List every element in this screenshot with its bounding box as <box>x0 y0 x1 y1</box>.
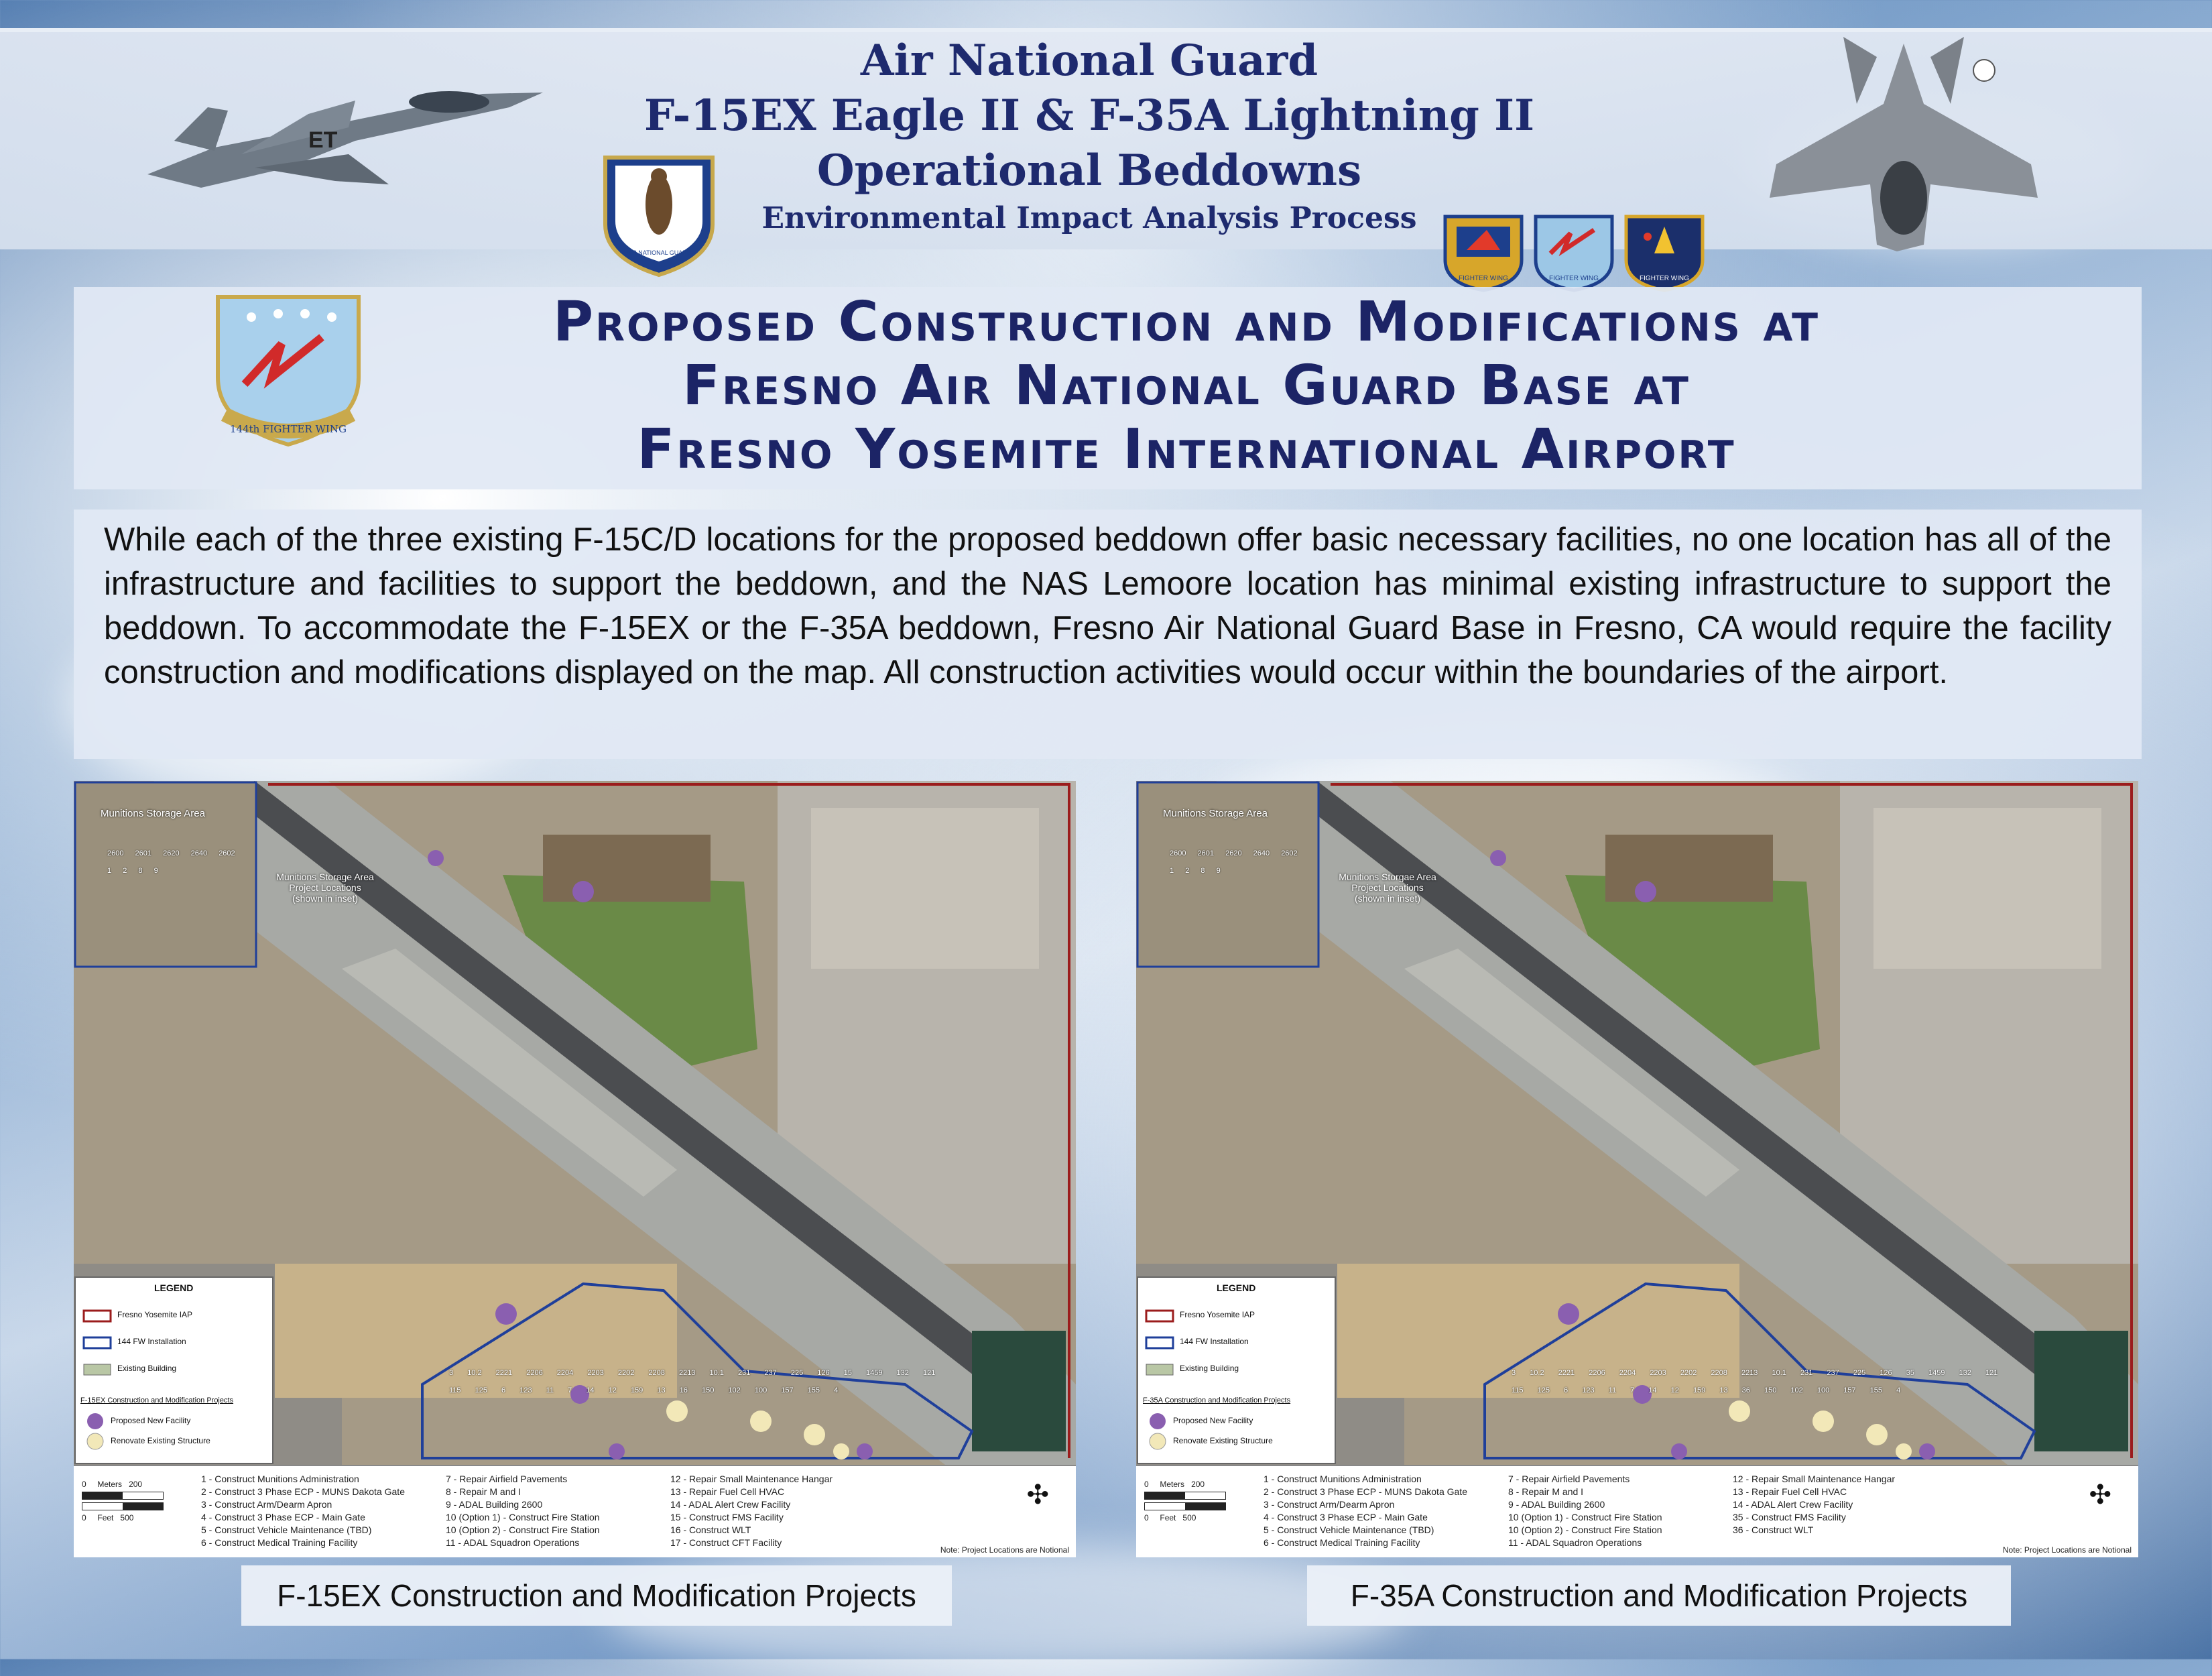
map-label: 11 <box>1608 1386 1617 1394</box>
map-label: 102 <box>1790 1386 1803 1394</box>
map-label: 237 <box>764 1369 777 1377</box>
project-item: 14 - ADAL Alert Crew Facility <box>1733 1499 1853 1510</box>
legend-item-fw: 144 FW Installation <box>117 1337 186 1346</box>
map-label: 150 <box>701 1386 715 1394</box>
inset-label: 2640 <box>1253 849 1270 857</box>
project-item: 5 - Construct Vehicle Maintenance (TBD) <box>1264 1524 1434 1535</box>
project-item: 14 - ADAL Alert Crew Facility <box>670 1499 791 1510</box>
project-item: 10 (Option 1) - Construct Fire Station <box>1508 1512 1662 1522</box>
map-label: 2208 <box>1711 1369 1727 1377</box>
map-label: 7 <box>568 1386 572 1394</box>
map-label: 126 <box>1880 1369 1892 1377</box>
legend-renovate: Renovate Existing Structure <box>111 1436 210 1445</box>
project-item: 2 - Construct 3 Phase ECP - MUNS Dakota Gate <box>1264 1486 1467 1497</box>
map-note: Note: Project Locations are Notional <box>2002 1545 2132 1555</box>
legend-renovate: Renovate Existing Structure <box>1173 1436 1273 1445</box>
project-item: 2 - Construct 3 Phase ECP - MUNS Dakota Gate <box>201 1486 405 1497</box>
aerial-map-f15ex <box>74 781 1076 1465</box>
map-label: 125 <box>475 1386 487 1394</box>
title-panel <box>74 287 2142 489</box>
map-label: 10.2 <box>467 1369 482 1377</box>
header-line-1: Air National Guard <box>860 36 1318 86</box>
legend-title: LEGEND <box>154 1282 194 1293</box>
f15-tail-code: ET <box>308 127 338 153</box>
map-label: 7 <box>1630 1386 1635 1394</box>
project-item: 9 - ADAL Building 2600 <box>446 1499 543 1510</box>
inset-label: 9 <box>153 867 158 875</box>
map-label: 1459 <box>865 1369 883 1377</box>
map-label: 36 <box>1741 1386 1750 1394</box>
map-label: 2221 <box>1558 1369 1575 1377</box>
wing-badge-1 <box>1445 217 1522 290</box>
map-label: 225 <box>1853 1369 1866 1377</box>
inset-labels <box>107 845 241 880</box>
map-label: 2208 <box>648 1369 665 1377</box>
project-item: 35 - Construct FMS Facility <box>1733 1512 1846 1522</box>
map-label: 10.1 <box>709 1369 724 1377</box>
wing-badges <box>1440 213 1708 294</box>
inset-label: 2602 <box>219 849 235 857</box>
project-item: 4 - Construct 3 Phase ECP - Main Gate <box>201 1512 365 1522</box>
project-item: 7 - Repair Airfield Pavements <box>446 1474 568 1484</box>
project-item: 36 - Construct WLT <box>1733 1524 1814 1535</box>
project-item: 5 - Construct Vehicle Maintenance (TBD) <box>201 1524 372 1535</box>
map-label: 10.2 <box>1530 1369 1544 1377</box>
map-label: 115 <box>449 1386 461 1394</box>
map-label: 155 <box>1869 1386 1883 1394</box>
map-footer <box>74 1465 1076 1557</box>
scale-f1: 500 <box>1182 1513 1196 1522</box>
project-item: 8 - Repair M and I <box>1508 1486 1584 1497</box>
wing-badge-2-text: FIGHTER WING <box>1549 275 1599 282</box>
project-item: 16 - Construct WLT <box>670 1524 751 1535</box>
project-item: 6 - Construct Medical Training Facility <box>201 1537 358 1548</box>
map-label: 2213 <box>1741 1369 1758 1377</box>
scale-feet: Feet <box>1160 1513 1176 1522</box>
wing-badge-2 <box>1536 217 1612 290</box>
map-label: 132 <box>896 1369 909 1377</box>
caption-f35a: F-35A Construction and Modification Projects <box>1307 1565 2011 1626</box>
map-label: 157 <box>1843 1386 1856 1394</box>
legend-item-iap: Fresno Yosemite IAP <box>1180 1310 1255 1319</box>
project-item: 1 - Construct Munitions Administration <box>201 1474 359 1484</box>
map-label: 3 <box>1512 1369 1516 1377</box>
description-panel <box>74 510 2142 759</box>
project-item: 8 - Repair M and I <box>446 1486 521 1497</box>
project-list-col-2 <box>446 1473 600 1549</box>
inset-label: 1 <box>1170 867 1174 875</box>
project-item: 11 - ADAL Squadron Operations <box>446 1537 580 1548</box>
inset-label: 2 <box>1185 867 1190 875</box>
map-label: 132 <box>1959 1369 1971 1377</box>
map-label: 13 <box>657 1386 666 1394</box>
inset-label: 2 <box>123 867 127 875</box>
map-label: 100 <box>1817 1386 1830 1394</box>
wing-badge-3-text: FIGHTER WING <box>1640 275 1689 282</box>
inset-label: 2620 <box>163 849 180 857</box>
legend-projects-title: F-15EX Construction and Modification Projects <box>80 1396 234 1404</box>
map-label: 2202 <box>1680 1369 1697 1377</box>
map-label: 12 <box>1670 1386 1679 1394</box>
project-item: 10 (Option 2) - Construct Fire Station <box>446 1524 600 1535</box>
scale-m1: 200 <box>1191 1480 1205 1489</box>
map-label: 12 <box>608 1386 617 1394</box>
map-label: 125 <box>1537 1386 1550 1394</box>
inset-label: 2601 <box>1197 849 1215 857</box>
main-map-labels <box>1512 1364 2021 1399</box>
project-item: 13 - Repair Fuel Cell HVAC <box>670 1486 785 1497</box>
map-label: 16 <box>679 1386 688 1394</box>
project-item: 11 - ADAL Squadron Operations <box>1508 1537 1642 1548</box>
map-label: 155 <box>807 1386 820 1394</box>
inset-label: 2640 <box>190 849 208 857</box>
inset-callout: Munitions Storgae Area Project Locations (shown in inset) <box>1339 872 1436 904</box>
inset-label: 2620 <box>1225 849 1242 857</box>
header-line-3: Operational Beddowns <box>816 145 1362 196</box>
project-item: 3 - Construct Arm/Dearm Apron <box>1264 1499 1395 1510</box>
scale-f1: 500 <box>120 1513 134 1522</box>
map-label: 225 <box>790 1369 804 1377</box>
scale-feet: Feet <box>97 1513 114 1522</box>
north-arrow-icon: ✣ <box>2089 1480 2111 1510</box>
map-label: 115 <box>1512 1386 1524 1394</box>
legend-item-iap: Fresno Yosemite IAP <box>117 1310 193 1319</box>
wing-badge-1-text: FIGHTER WING <box>1459 275 1508 282</box>
map-label: 14 <box>1648 1386 1657 1394</box>
map-label: 2206 <box>526 1369 543 1377</box>
inset-label: 8 <box>138 867 143 875</box>
aerial-map-f35a <box>1136 781 2138 1465</box>
legend-item-fw: 144 FW Installation <box>1180 1337 1249 1346</box>
scale-bar <box>1144 1480 1258 1522</box>
map-label: 15 <box>843 1369 852 1377</box>
map-panel-f35a <box>1136 781 2138 1557</box>
inset-label: 8 <box>1201 867 1205 875</box>
inset-label: 9 <box>1216 867 1221 875</box>
inset-title: Munitions Storage Area <box>1163 808 1268 819</box>
scale-m0: 0 <box>1144 1480 1149 1489</box>
f35-jet-illustration <box>1763 30 2044 265</box>
map-label: 11 <box>546 1386 554 1394</box>
project-list-col-1 <box>201 1473 405 1549</box>
inset-label: 1 <box>107 867 112 875</box>
map-label: 231 <box>737 1369 751 1377</box>
project-item: 3 - Construct Arm/Dearm Apron <box>201 1499 332 1510</box>
map-label: 2206 <box>1589 1369 1605 1377</box>
f15-jet-illustration <box>134 60 550 201</box>
project-item: 6 - Construct Medical Training Facility <box>1264 1537 1420 1548</box>
header-titles <box>603 34 1575 239</box>
map-label: 2204 <box>1619 1369 1636 1377</box>
wing-badge-3 <box>1626 217 1703 290</box>
north-arrow-icon: ✣ <box>1026 1480 1049 1510</box>
map-label: 157 <box>781 1386 794 1394</box>
map-label: 2203 <box>587 1369 604 1377</box>
project-item: 12 - Repair Small Maintenance Hangar <box>1733 1474 1896 1484</box>
inset-title: Munitions Storage Area <box>101 808 205 819</box>
wing-seal-text: 144th FIGHTER WING <box>230 423 347 435</box>
legend-item-building: Existing Building <box>1180 1364 1239 1373</box>
map-label: 6 <box>1564 1386 1569 1394</box>
map-label: 231 <box>1800 1369 1813 1377</box>
map-label: 3 <box>449 1369 454 1377</box>
map-label: 150 <box>1764 1386 1777 1394</box>
map-label: 159 <box>1693 1386 1706 1394</box>
inset-labels <box>1170 845 1304 880</box>
map-label: 2221 <box>495 1369 513 1377</box>
project-item: 12 - Repair Small Maintenance Hangar <box>670 1474 833 1484</box>
scale-m1: 200 <box>129 1480 143 1489</box>
caption-f15ex: F-15EX Construction and Modification Projects <box>241 1565 952 1626</box>
inset-label: 2600 <box>107 849 124 857</box>
map-footer <box>1136 1465 2138 1557</box>
map-label: 10.1 <box>1772 1369 1786 1377</box>
project-item: 10 (Option 2) - Construct Fire Station <box>1508 1524 1662 1535</box>
title-line-1: Proposed Construction and Modifications at <box>553 290 1820 354</box>
scale-meters: Meters <box>1160 1480 1185 1489</box>
map-label: 2203 <box>1650 1369 1666 1377</box>
legend-proposed: Proposed New Facility <box>1173 1416 1253 1425</box>
project-list-col-3 <box>670 1473 833 1549</box>
scale-bar <box>82 1480 196 1522</box>
project-list-col-1 <box>1264 1473 1467 1549</box>
project-item: 9 - ADAL Building 2600 <box>1508 1499 1605 1510</box>
header-line-2: F-15EX Eagle II & F-35A Lightning II <box>644 91 1534 141</box>
scale-m0: 0 <box>82 1480 86 1489</box>
main-map-labels <box>449 1364 959 1399</box>
scale-meters: Meters <box>97 1480 123 1489</box>
map-label: 13 <box>1719 1386 1728 1394</box>
project-list-col-2 <box>1508 1473 1662 1549</box>
project-item: 13 - Repair Fuel Cell HVAC <box>1733 1486 1847 1497</box>
map-label: 121 <box>1985 1369 1998 1377</box>
description-text: While each of the three existing F-15C/D locations for the proposed beddown offer basic necessary facilities, no one location has all of the infrastructure and facilities to support the beddown, and the NAS Lemoore location has minimal existing infrastructure to support the beddown. To accommodate the F-15EX or the F-35A beddown, Fresno Air National Guard Base in Fresno, CA would require the facility construction and modifications displayed on the map. All construction activities would occur within the boundaries of the airport. <box>104 522 2111 691</box>
inset-label: 2602 <box>1281 849 1298 857</box>
project-item: 4 - Construct 3 Phase ECP - Main Gate <box>1264 1512 1428 1522</box>
map-label: 102 <box>728 1386 741 1394</box>
map-label: 4 <box>1896 1386 1901 1394</box>
map-note: Note: Project Locations are Notional <box>940 1545 1069 1555</box>
map-label: 237 <box>1827 1369 1839 1377</box>
inset-label: 2601 <box>135 849 152 857</box>
map-label: 35 <box>1906 1369 1914 1377</box>
project-list-col-3 <box>1733 1473 1895 1537</box>
map-label: 121 <box>922 1369 936 1377</box>
title-line-3: Fresno Yosemite International Airport <box>637 418 1736 481</box>
map-label: 14 <box>586 1386 595 1394</box>
project-item: 1 - Construct Munitions Administration <box>1264 1474 1422 1484</box>
ang-seal-text: AIR NATIONAL GUARD <box>626 249 692 256</box>
legend-title: LEGEND <box>1217 1282 1256 1293</box>
map-panel-f15ex <box>74 781 1076 1557</box>
inset-callout: Munitions Storage Area Project Locations (shown in inset) <box>276 872 374 904</box>
legend-projects-title: F-35A Construction and Modification Projects <box>1143 1396 1291 1404</box>
inset-label: 2600 <box>1170 849 1186 857</box>
project-item: 10 (Option 1) - Construct Fire Station <box>446 1512 600 1522</box>
map-label: 126 <box>817 1369 830 1377</box>
map-label: 1459 <box>1928 1369 1945 1377</box>
legend-item-building: Existing Building <box>117 1364 177 1373</box>
map-label: 123 <box>1582 1386 1595 1394</box>
map-label: 123 <box>519 1386 532 1394</box>
scale-f0: 0 <box>82 1513 86 1522</box>
project-item: 15 - Construct FMS Facility <box>670 1512 784 1522</box>
map-label: 2202 <box>617 1369 635 1377</box>
legend-proposed: Proposed New Facility <box>111 1416 191 1425</box>
map-label: 159 <box>630 1386 643 1394</box>
scale-f0: 0 <box>1144 1513 1149 1522</box>
map-label: 6 <box>501 1386 506 1394</box>
map-label: 2213 <box>678 1369 696 1377</box>
project-item: 17 - Construct CFT Facility <box>670 1537 782 1548</box>
header-line-4: Environmental Impact Analysis Process <box>761 201 1417 235</box>
project-item: 7 - Repair Airfield Pavements <box>1508 1474 1630 1484</box>
map-label: 100 <box>754 1386 767 1394</box>
map-label: 4 <box>834 1386 839 1394</box>
map-label: 2204 <box>556 1369 574 1377</box>
title-line-2: Fresno Air National Guard Base at <box>682 354 1691 418</box>
